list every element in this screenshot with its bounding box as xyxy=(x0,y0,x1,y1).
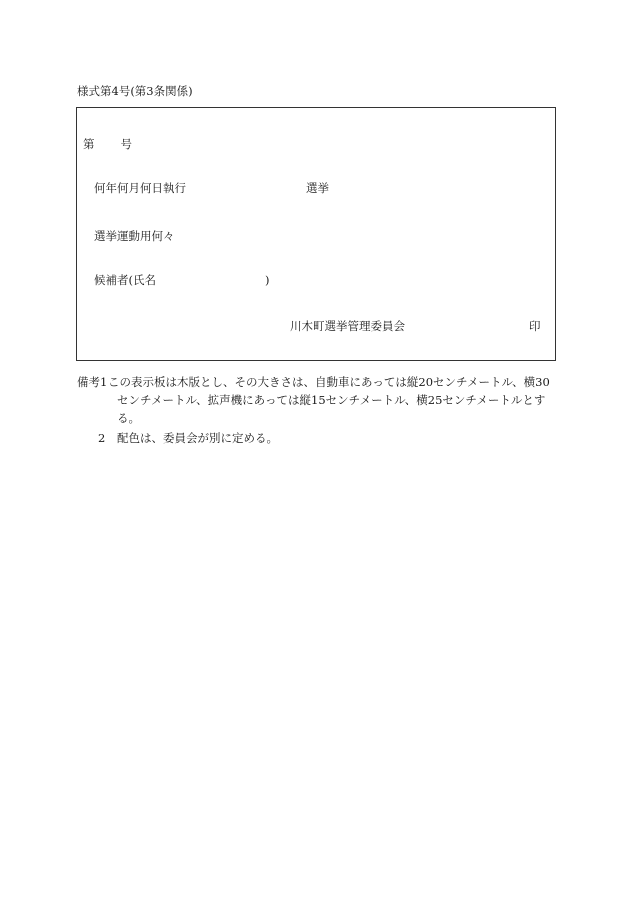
candidate-paren-close: ) xyxy=(265,273,270,287)
number-prefix: 第 xyxy=(83,137,95,151)
remark-item xyxy=(77,429,555,447)
campaign-purpose-line: 選挙運動用何々 xyxy=(94,229,175,243)
remark-text: この表示板は木版とし、その大きさは、自動車にあっては縦20センチメートル、横30センチメートル、拡声機にあっては縦15センチメートル、横25センチメートルとする。 xyxy=(108,375,550,425)
candidate-label: 候補者(氏名 xyxy=(94,273,156,287)
signboard-frame xyxy=(76,107,556,361)
election-label: 選挙 xyxy=(306,181,329,195)
seal-mark: 印 xyxy=(529,319,541,333)
form-title: 様式第4号(第3条関係) xyxy=(77,84,193,98)
number-line xyxy=(83,139,132,151)
candidate-line xyxy=(94,273,270,287)
remark-item xyxy=(77,373,555,427)
remark-text: 配色は、委員会が別に定める。 xyxy=(117,431,278,445)
remarks-section xyxy=(77,373,555,447)
remark-prefix: 2 xyxy=(98,431,106,445)
election-date-line: 何年何月何日執行 xyxy=(94,181,186,195)
committee-name: 川木町選挙管理委員会 xyxy=(290,319,405,333)
remark-prefix: 備考1 xyxy=(77,375,108,389)
number-suffix: 号 xyxy=(120,137,132,151)
